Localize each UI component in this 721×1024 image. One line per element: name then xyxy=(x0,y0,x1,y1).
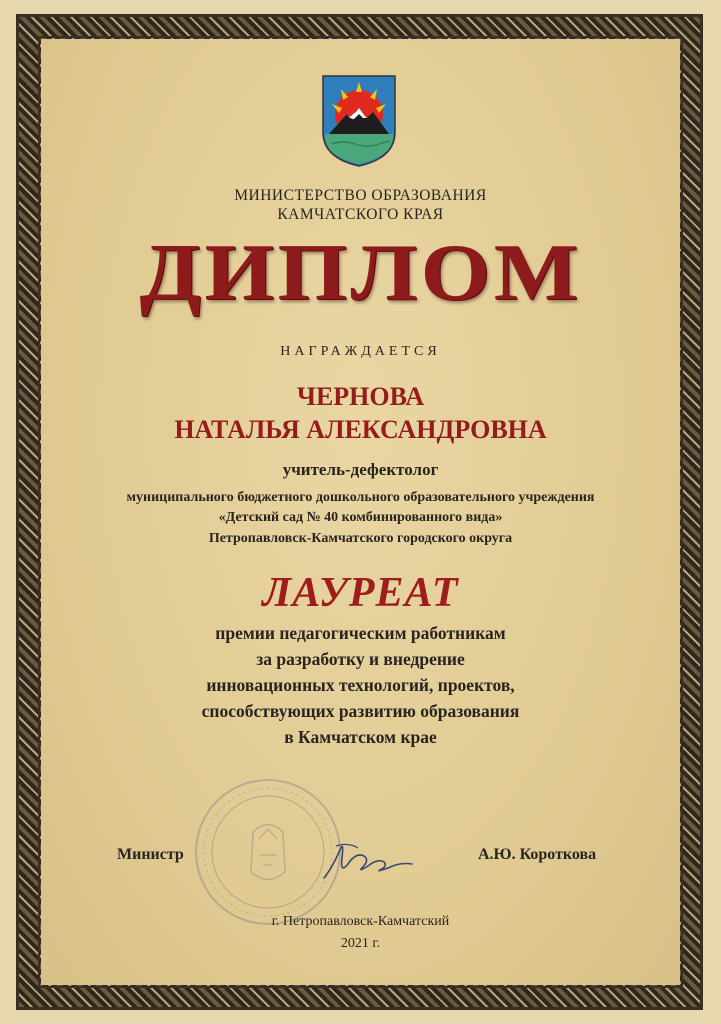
recipient-position: учитель-дефектолог xyxy=(282,460,439,479)
diploma-title: ДИПЛОМ xyxy=(139,229,582,317)
ministry-name-line1: МИНИСТЕРСТВО ОБРАЗОВАНИЯ xyxy=(234,187,487,204)
honor-title: ЛАУРЕАТ xyxy=(262,570,459,616)
signatory-role: Министр xyxy=(117,846,184,863)
recipient-given-names: НАТАЛЬЯ АЛЕКСАНДРОВНА xyxy=(174,415,547,444)
prize-line: за разработку и внедрение xyxy=(256,649,465,669)
awarded-label: НАГРАЖДАЕТСЯ xyxy=(280,344,441,359)
prize-line: премии педагогическим работникам xyxy=(215,623,506,643)
issue-city: г. Петропавловск-Камчатский xyxy=(271,914,450,929)
organization-line: «Детский сад № 40 комбинированного вида» xyxy=(218,510,503,525)
organization-line: муниципального бюджетного дошкольного образовательного учреждения xyxy=(126,490,595,505)
prize-line: способствующих развитию образования xyxy=(201,701,520,721)
organization-line: Петропавловск-Камчатского городского округа xyxy=(208,531,513,546)
recipient-surname: ЧЕРНОВА xyxy=(296,382,425,411)
issue-year: 2021 г. xyxy=(340,936,381,951)
ministry-name-line2: КАМЧАТСКОГО КРАЯ xyxy=(277,206,444,223)
kamchatka-coat-of-arms-icon xyxy=(319,72,399,168)
signatory-name: А.Ю. Короткова xyxy=(478,846,597,863)
prize-line: в Камчатском крае xyxy=(284,727,437,747)
handwritten-signature-icon xyxy=(318,828,418,888)
prize-line: инновационных технологий, проектов, xyxy=(206,675,515,695)
